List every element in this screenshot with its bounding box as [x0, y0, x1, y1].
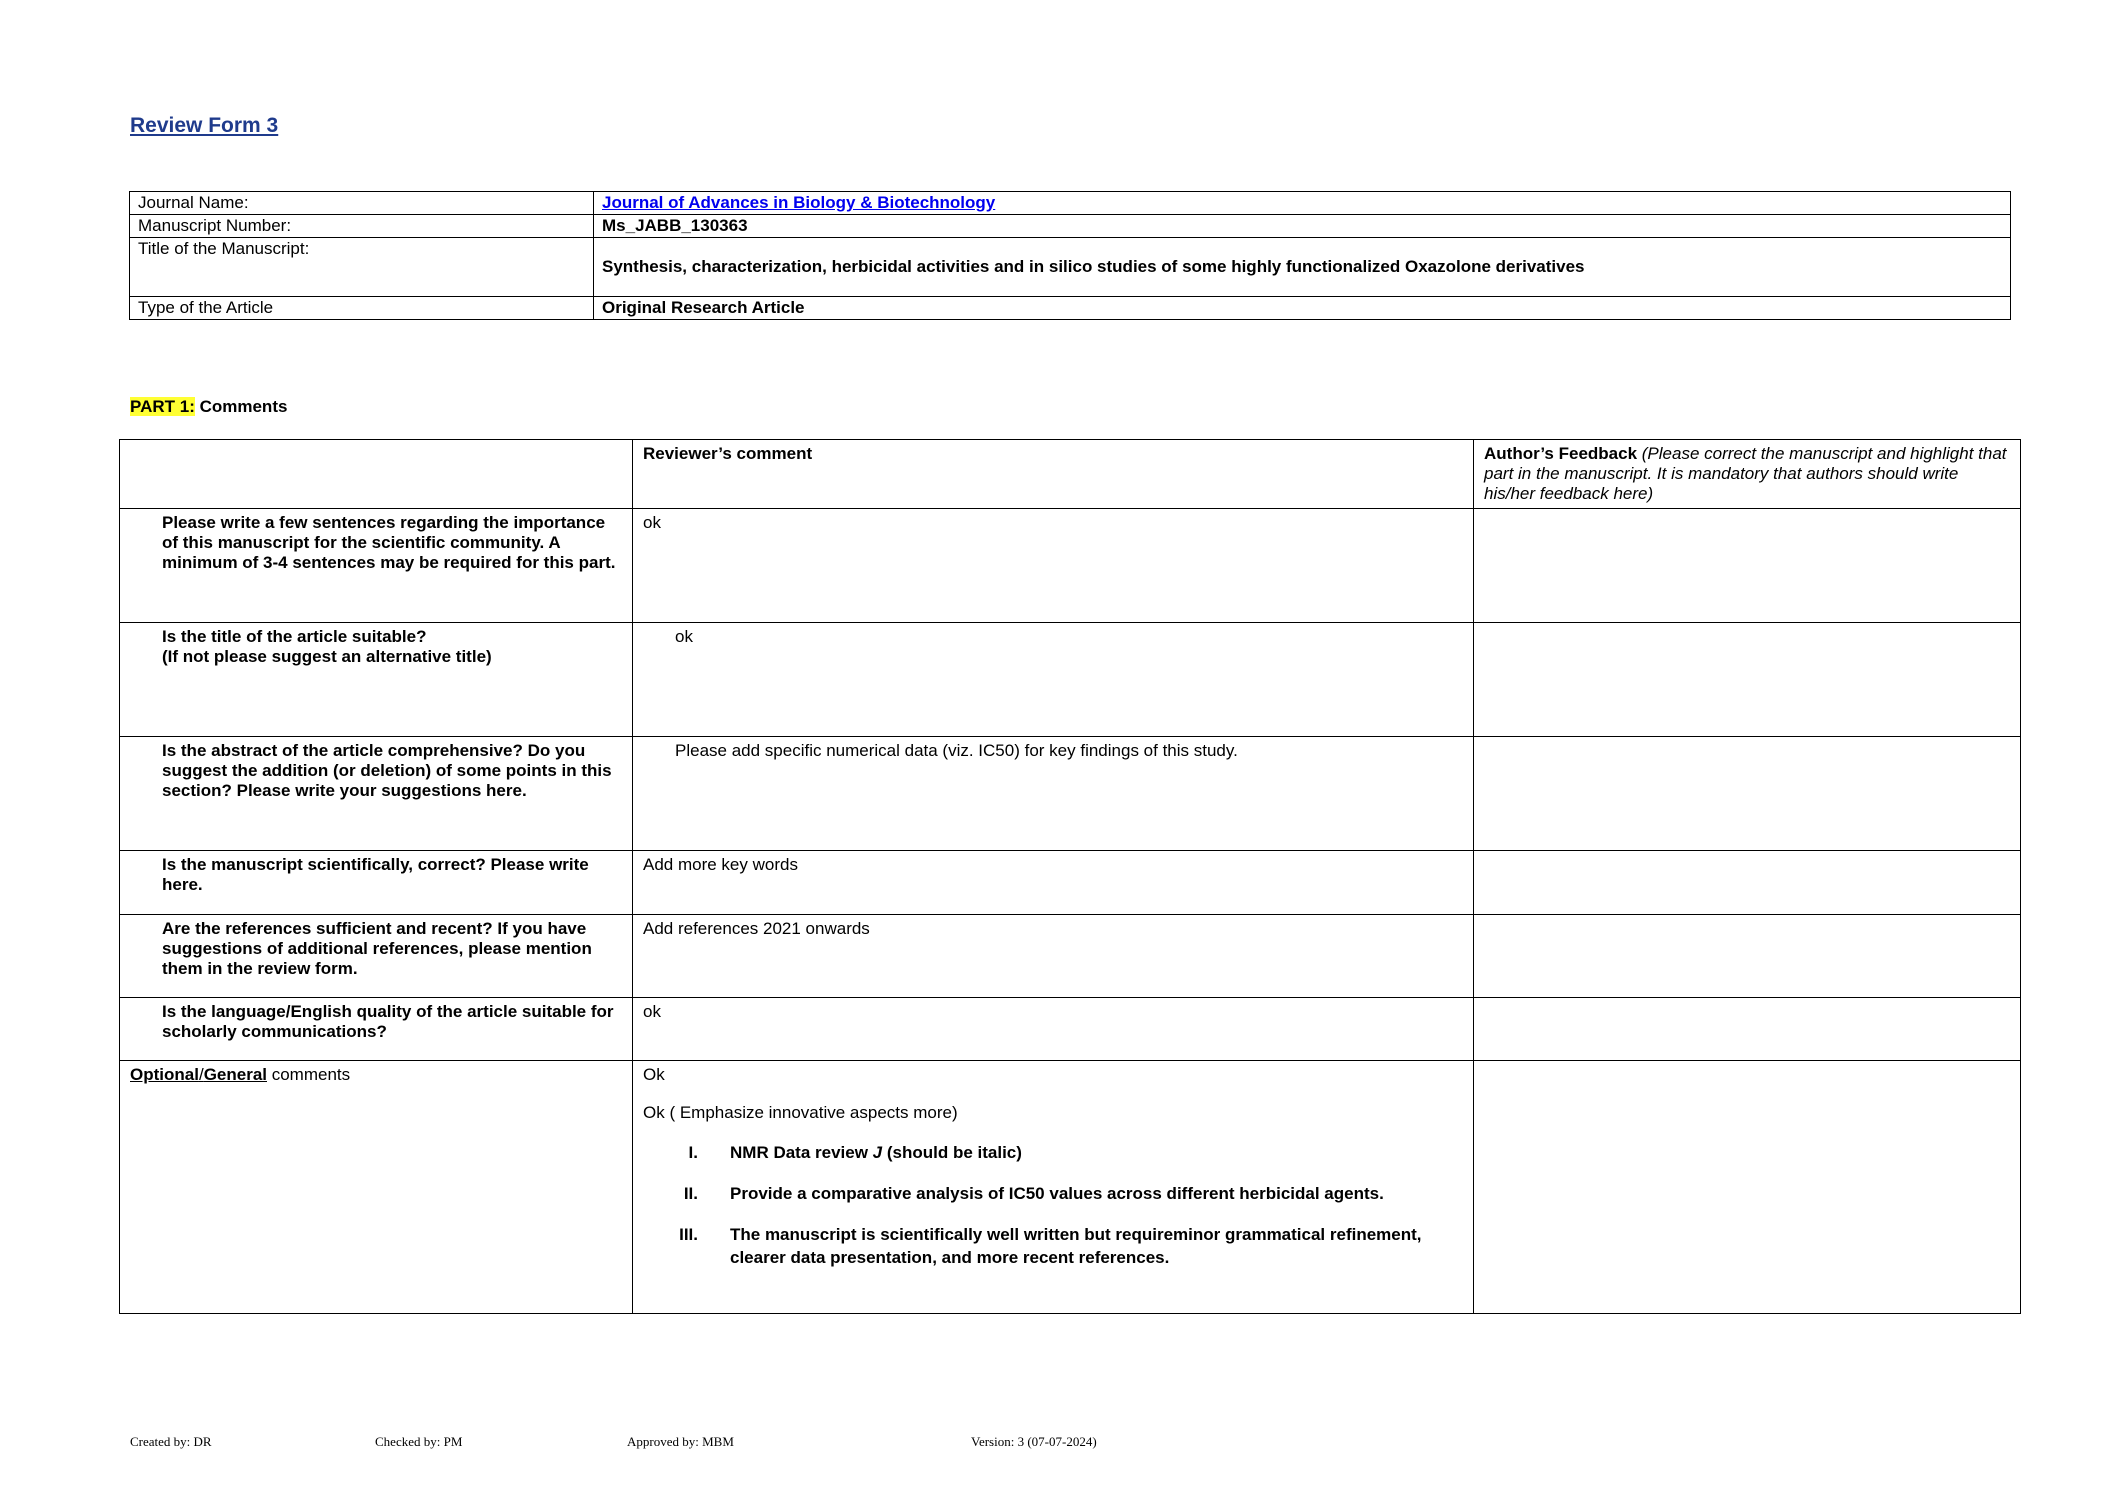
manuscript-number-label: Manuscript Number:	[130, 215, 594, 238]
manuscript-number-value: Ms_JABB_130363	[594, 215, 2011, 238]
manuscript-number-row	[130, 215, 2011, 238]
table-row	[120, 737, 2021, 851]
table-row	[120, 623, 2021, 737]
feedback-cell[interactable]	[1474, 509, 2021, 623]
list-item	[643, 1223, 1463, 1269]
table-row	[120, 998, 2021, 1061]
article-type-value: Original Research Article	[594, 297, 2011, 320]
manuscript-info-table	[129, 191, 2011, 320]
list-item	[643, 1141, 1463, 1164]
comments-header-row	[120, 440, 2021, 509]
journal-link[interactable]: Journal of Advances in Biology & Biotechnology	[602, 193, 996, 212]
form-title: Review Form 3	[130, 114, 279, 137]
list-item-text: The manuscript is scientifically well written but requireminor grammatical refinement, clearer data presentation, and more recent references.	[730, 1225, 1422, 1267]
comment-importance: ok	[633, 509, 1474, 623]
footer-version: Version: 3 (07-07-2024)	[971, 1434, 1097, 1449]
reviewer-comment-header: Reviewer’s comment	[633, 440, 1474, 509]
feedback-cell[interactable]	[1474, 851, 2021, 915]
feedback-cell[interactable]	[1474, 623, 2021, 737]
author-feedback-header	[1474, 440, 2021, 509]
list-item-number: I.	[688, 1143, 698, 1162]
table-row	[120, 509, 2021, 623]
comment-title-text: ok	[675, 627, 693, 646]
comment-abstract	[633, 737, 1474, 851]
journal-label: Journal Name:	[130, 192, 594, 215]
optional-comments	[633, 1061, 1474, 1314]
comment-language: ok	[633, 998, 1474, 1061]
feedback-cell[interactable]	[1474, 1061, 2021, 1314]
article-type-label: Type of the Article	[130, 297, 594, 320]
list-item-text-italic: J	[872, 1143, 883, 1162]
question-title-line2: (If not please suggest an alternative title)	[162, 647, 492, 666]
optional-label: Optional	[130, 1065, 199, 1084]
optional-general-label	[120, 1061, 633, 1314]
header-blank-cell	[120, 440, 633, 509]
author-feedback-title: Author’s Feedback	[1484, 444, 1638, 463]
article-type-row	[130, 297, 2011, 320]
list-item-text-b: (should be italic)	[882, 1143, 1022, 1162]
footer-checked: Checked by: PM	[375, 1434, 463, 1449]
manuscript-title-label: Title of the Manuscript:	[130, 238, 594, 297]
author-feedback-instructions: (Please correct the manuscript and highlight that part in the manuscript. It is mandatory that authors should write his/her feedback here)	[1484, 444, 2007, 503]
list-item-text	[730, 1141, 1022, 1164]
optional-sep: /	[198, 1065, 204, 1084]
comment-references: Add references 2021 onwards	[633, 915, 1474, 998]
feedback-cell[interactable]	[1474, 998, 2021, 1061]
optional-list	[643, 1141, 1463, 1269]
question-title-line1: Is the title of the article suitable?	[162, 627, 427, 646]
comments-table	[119, 439, 2021, 1314]
footer-approved: Approved by: MBM	[627, 1434, 734, 1449]
list-item-text-a: NMR Data review	[730, 1143, 873, 1162]
journal-row	[130, 192, 2011, 215]
optional-line1: Ok	[643, 1065, 665, 1084]
feedback-cell[interactable]	[1474, 737, 2021, 851]
table-row	[120, 851, 2021, 915]
list-item-number: III.	[679, 1225, 698, 1244]
feedback-cell[interactable]	[1474, 915, 2021, 998]
journal-value	[594, 192, 2011, 215]
question-language: Is the language/English quality of the article suitable for scholarly communications?	[120, 998, 633, 1061]
part1-heading	[130, 397, 287, 417]
optional-comments-row	[120, 1061, 2021, 1314]
question-scientific: Is the manuscript scientifically, correct? Please write here.	[120, 851, 633, 915]
comment-title	[633, 623, 1474, 737]
manuscript-title-row	[130, 238, 2011, 297]
manuscript-title-value: Synthesis, characterization, herbicidal activities and in silico studies of some highly functionalized Oxazolone derivatives	[594, 238, 2011, 297]
question-abstract: Is the abstract of the article comprehensive? Do you suggest the addition (or deletion) of some points in this section? Please write your suggestions here.	[120, 737, 633, 851]
optional-line2: Ok ( Emphasize innovative aspects more)	[643, 1103, 958, 1122]
question-importance: Please write a few sentences regarding the importance of this manuscript for the scientific community. A minimum of 3-4 sentences may be required for this part.	[120, 509, 633, 623]
question-references: Are the references sufficient and recent? If you have suggestions of additional references, please mention them in the review form.	[120, 915, 633, 998]
table-row	[120, 915, 2021, 998]
list-item-text: Provide a comparative analysis of IC50 values across different herbicidal agents.	[730, 1184, 1384, 1203]
question-title	[120, 623, 633, 737]
comment-abstract-text: Please add specific numerical data (viz. IC50) for key findings of this study.	[675, 741, 1238, 760]
part1-number: PART 1:	[130, 397, 195, 416]
part1-title: Comments	[194, 397, 288, 416]
comments-label: comments	[267, 1065, 351, 1084]
general-label: General	[203, 1065, 267, 1084]
footer-created: Created by: DR	[130, 1434, 212, 1449]
list-item	[643, 1182, 1463, 1205]
comment-scientific: Add more key words	[633, 851, 1474, 915]
list-item-number: II.	[683, 1184, 698, 1203]
